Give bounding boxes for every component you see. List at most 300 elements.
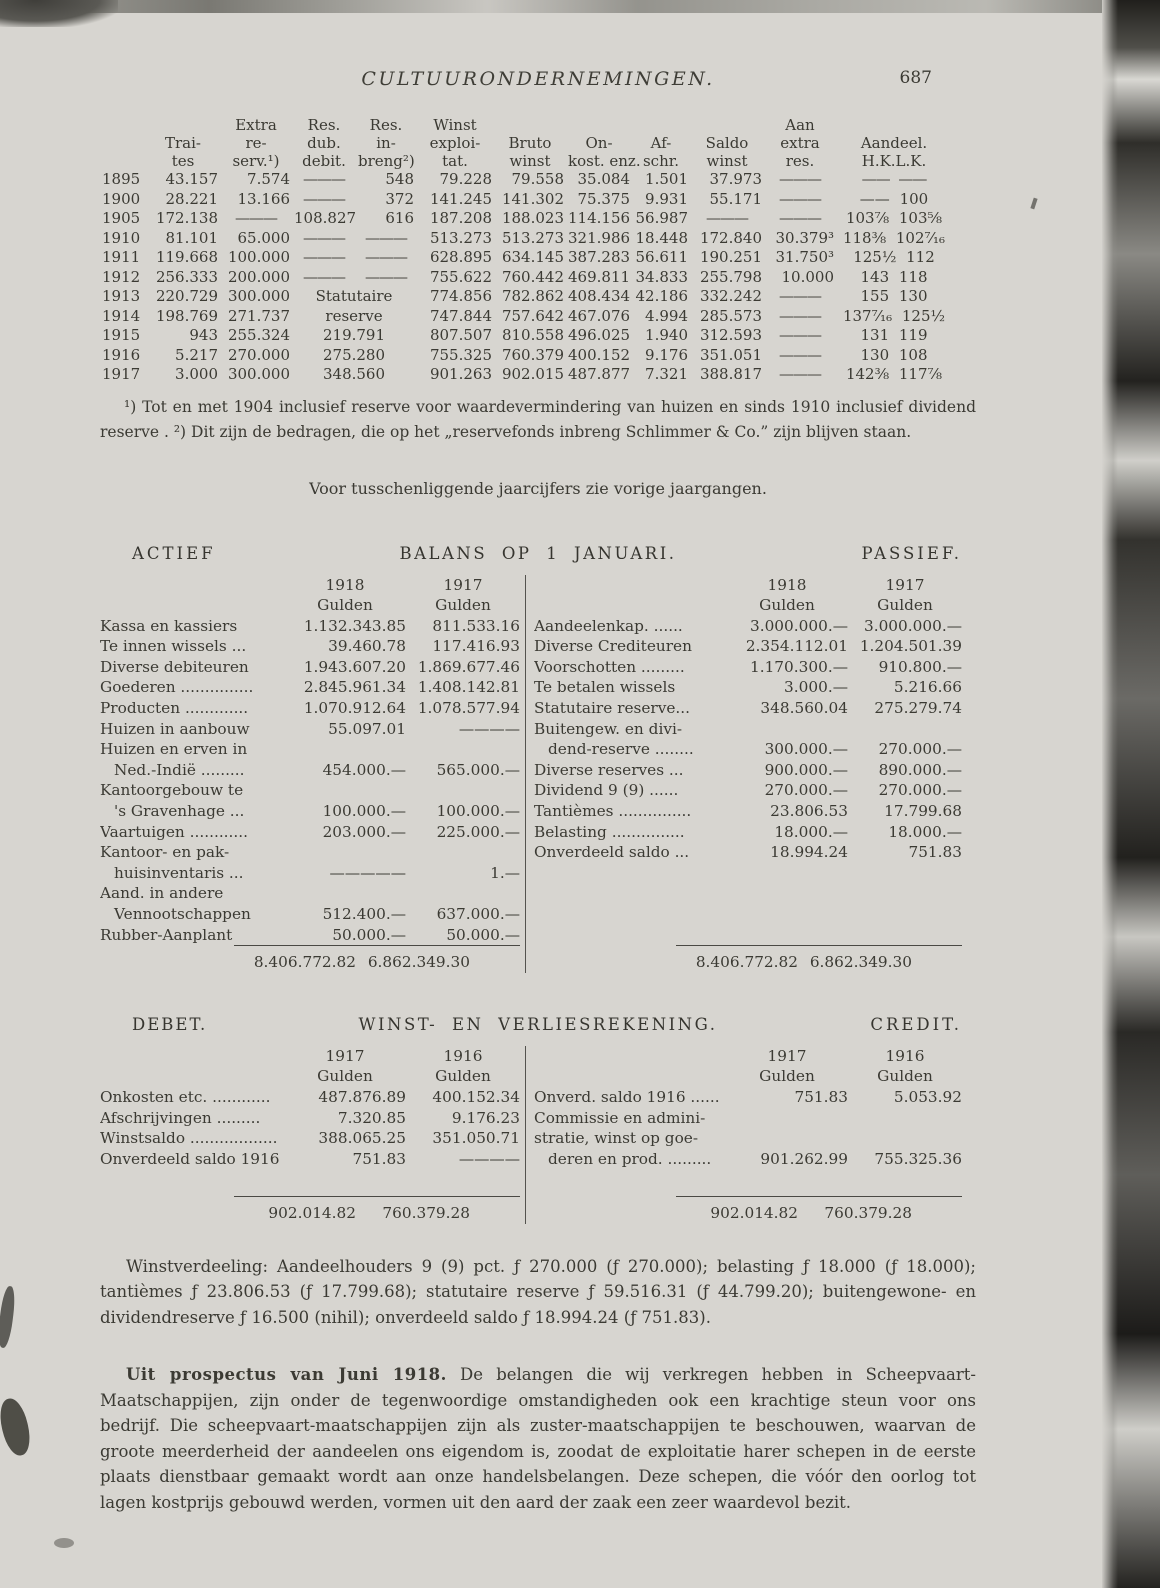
value-b: 755.325.36 [874, 1149, 962, 1168]
year-a: 1918 [325, 575, 365, 594]
overview-cell: 774.856 [429, 287, 492, 305]
prospectus-body: De belangen die wij verkregen hebben in Scheepvaart-Maatschappijen, zijn onder de tegenwoordige omstandigheden ook een krachtige steun voor ons bedrijf. Die scheepvaart-maatschappijen zijn als zuster-maatschappijen te beschouwen, waarvan de groote meerderheid der aandeelen ons eigendom is, zoodat de exploitatie harer schepen in de eerste plaats dienstbaar gemaakt wordt aan onze handelsbelangen. Deze schepen, die vóór den oorlog tot lagen kostprijs gebouwd werden, vormen uit den aard der zaak een zeer waardevol bezit. [100, 1365, 976, 1512]
overview-header-cell [356, 116, 416, 170]
overview-header-line: serv.¹) [232, 152, 280, 170]
value-a: 18.994.24 [770, 843, 848, 862]
row-label: Producten ............. [100, 699, 249, 718]
paragraph-winstverdeeling: Winstverdeeling: Aandeelhouders 9 (9) pct. ƒ 270.000 (ƒ 270.000); belasting ƒ 18.000 (ƒ 18.000); tantièmes ƒ 23.806.53 (ƒ 17.799.68); statutaire reserve ƒ 59.516.31 (ƒ 44.799.20); buitengewone- en dividendreserve ƒ 16.500 (nihil); onverdeeld saldo ƒ 18.994.24 (ƒ 751.83). [100, 1256, 976, 1327]
overview-year-cell: 1912 [102, 267, 141, 286]
overview-cell: 200.000 [227, 267, 290, 286]
overview-cell: 81.101 [165, 228, 218, 247]
overview-table-head [100, 116, 952, 170]
overview-header-line [102, 116, 144, 134]
overview-cell: 220.729 [155, 287, 218, 305]
row-label: Afschrijvingen ......... [100, 1108, 261, 1127]
overview-year-cell: 1917 [102, 365, 141, 383]
row-label: Dividend 9 (9) ...... [534, 781, 679, 800]
profit-loss-section [100, 1015, 976, 1224]
statement-row [100, 1128, 520, 1149]
statement-row [100, 677, 520, 698]
overview-cell: 9.931 [645, 189, 688, 208]
overview-cell: 34.833 [635, 267, 688, 286]
overview-header-line: Res. [369, 116, 403, 134]
overview-cell: 467.076 [568, 306, 631, 325]
paragraph-prospectus [100, 1362, 976, 1515]
row-label: Huizen en erven in [100, 740, 248, 759]
overview-cell: 634.145 [501, 248, 564, 266]
page-number: 687 [899, 68, 932, 88]
row-label: Tantièmes ............... [534, 802, 692, 821]
spacer [534, 595, 726, 616]
overview-cell: 400.152 [568, 345, 631, 364]
spacer [534, 1066, 726, 1087]
overview-header-cell [292, 116, 356, 170]
spacer [100, 1046, 284, 1067]
statement-row [100, 883, 520, 904]
passief-header: PASSIEF. [861, 543, 962, 563]
overview-cell: 198.769 [155, 306, 218, 325]
overview-cell: 351.051 [699, 345, 762, 364]
overview-cell: 143 118 [860, 267, 928, 286]
row-label: Aand. in andere [100, 884, 224, 903]
overview-header-line: exploi- [429, 134, 481, 152]
row-label: 's Gravenhage ... [114, 802, 245, 821]
overview-cell: 943 [189, 326, 218, 344]
statement-row [100, 1087, 520, 1108]
overview-cell: —— —— [861, 170, 927, 188]
overview-cell: 142⅜ 117⅞ [845, 365, 943, 383]
overview-cell: 187.208 [429, 209, 492, 227]
overview-cell: 348.560 [322, 365, 386, 383]
overview-year-cell: 1916 [102, 345, 141, 364]
unit-b: Gulden [877, 1067, 933, 1086]
unit-b: Gulden [877, 596, 933, 615]
profit-loss-sheet [100, 1046, 976, 1224]
value-a: ————— [329, 863, 406, 882]
overview-cell: ——— [365, 267, 407, 286]
overview-cell: 810.558 [501, 326, 564, 344]
overview-header-line: Aandeel. [860, 134, 928, 152]
statement-row [534, 1128, 962, 1149]
overview-cell: ——— [706, 209, 748, 227]
overview-row [100, 248, 952, 268]
overview-cell: reserve [325, 306, 383, 325]
overview-cell: 172.138 [155, 209, 218, 227]
overview-cell: 755.325 [429, 345, 492, 364]
statement-row [100, 657, 520, 678]
overview-row [100, 190, 952, 210]
row-label: Te innen wissels ... [100, 637, 247, 656]
statement-row [534, 698, 962, 719]
overview-cell: ——— [779, 170, 821, 188]
overview-cell: 616 [385, 209, 414, 227]
overview-cell: 548 [385, 170, 414, 188]
value-a: 23.806.53 [770, 802, 848, 821]
overview-cell: 131 119 [860, 326, 928, 344]
overview-header-line [634, 116, 688, 134]
value-a: 388.065.25 [318, 1129, 406, 1148]
overview-cell: 7.321 [645, 365, 688, 383]
overview-year-cell: 1910 [102, 228, 141, 247]
total-a: 902.014.82 [268, 1204, 356, 1223]
overview-cell: ——— [365, 248, 407, 266]
row-label: Rubber-Aanplant [100, 925, 233, 944]
credit-column [534, 1046, 962, 1224]
overview-cell: 271.737 [227, 306, 290, 325]
statement-row [534, 636, 962, 657]
overview-cell: ——— [303, 248, 345, 266]
overview-cell: 188.023 [501, 209, 564, 227]
balance-sheet-section [100, 544, 976, 973]
value-a: 39.460.78 [328, 637, 406, 656]
overview-cell: 9.176 [645, 345, 688, 364]
overview-header-line [568, 116, 630, 134]
value-b: 1.204.501.39 [859, 637, 962, 656]
statement-row [100, 616, 520, 637]
overview-cell: 190.251 [699, 248, 762, 266]
value-a: 512.400.— [322, 905, 406, 923]
overview-header-cell [494, 116, 566, 170]
value-a: 270.000.— [764, 781, 848, 800]
value-b: 1.408.142.81 [417, 678, 520, 697]
value-a: 203.000.— [322, 822, 406, 841]
column-divider [525, 1046, 526, 1224]
statement-row [100, 760, 520, 781]
statement-row [534, 719, 962, 740]
overview-cell: 119.668 [155, 248, 218, 266]
overview-cell: 10.000 [781, 267, 834, 286]
value-a: 454.000.— [322, 760, 406, 779]
statement-row [100, 698, 520, 719]
balans-title: BALANS OP 1 JANUARI. [399, 543, 677, 563]
value-b: 3.000.000.— [863, 616, 962, 635]
statement-row [534, 780, 962, 801]
overview-cell: Statutaire [315, 287, 393, 305]
year-b: 1916 [885, 1046, 925, 1065]
overview-cell: 114.156 [568, 209, 631, 227]
value-a: 751.83 [352, 1149, 406, 1168]
row-label: Diverse reserves ... [534, 760, 684, 779]
row-label: Ned.-Indië ......... [114, 760, 245, 779]
overview-header-cell [100, 116, 146, 170]
overview-cell: 103⅞ 103⅝ [845, 209, 943, 227]
overview-header-line: re- [245, 134, 267, 152]
row-label: Diverse debiteuren [100, 657, 249, 676]
overview-cell: 332.242 [699, 287, 762, 305]
row-label: Te betalen wissels [534, 678, 676, 697]
overview-cell: 469.811 [568, 267, 631, 286]
statement-row [100, 1108, 520, 1129]
row-label: Commissie en admini- [534, 1108, 706, 1127]
row-label: Statutaire reserve... [534, 699, 690, 718]
overview-cell: ——— [303, 267, 345, 286]
overview-cell: 300.000 [227, 365, 290, 383]
statement-row [534, 760, 962, 781]
value-a: 2.354.112.01 [745, 637, 848, 656]
overview-cell: ——— [779, 306, 821, 325]
row-label: Goederen ............... [100, 678, 254, 697]
overview-header-line: Saldo [705, 134, 749, 152]
value-b: 5.053.92 [893, 1087, 962, 1106]
row-label: Vennootschappen [114, 905, 251, 923]
statement-row [100, 801, 520, 822]
overview-cell: ——— [779, 365, 821, 383]
statement-row [100, 780, 520, 801]
unit-b: Gulden [435, 1067, 491, 1086]
overview-cell: 782.862 [501, 287, 564, 305]
intermediate-years-note: Voor tusschenliggende jaarcijfers zie vorige jaargangen. [309, 478, 767, 498]
overview-header-line: debit. [302, 152, 346, 170]
value-a: 55.097.01 [328, 719, 406, 738]
value-a: 18.000.— [774, 822, 848, 841]
overview-header-cell [632, 116, 690, 170]
statement-row [100, 863, 520, 884]
overview-header-row [100, 116, 952, 170]
overview-cell: 760.379 [501, 345, 564, 364]
total-a: 8.406.772.82 [695, 953, 798, 972]
row-label: dend-reserve ........ [548, 740, 694, 759]
overview-cell: 496.025 [568, 326, 631, 344]
ink-mark [1030, 198, 1037, 210]
statement-row [100, 842, 520, 863]
debet-header: DEBET. [132, 1014, 208, 1034]
unit-header-row [100, 1066, 520, 1087]
overview-cell: 757.642 [501, 306, 564, 325]
overview-row [100, 307, 952, 327]
row-label: Kantoor- en pak- [100, 843, 230, 862]
overview-cell: 118⅜ 102⁷⁄₁₆ [842, 228, 946, 247]
value-b: 400.152.34 [432, 1087, 520, 1106]
passief-column [534, 575, 962, 973]
overview-header-line: kost. enz. [568, 152, 641, 170]
value-b: 637.000.— [436, 905, 520, 923]
overview-header-line: breng²) [358, 152, 415, 170]
profit-loss-headers [100, 1015, 976, 1034]
row-label: Onverdeeld saldo ... [534, 843, 690, 862]
column-divider [525, 575, 526, 973]
total-b: 6.862.349.30 [809, 953, 912, 972]
total-row [100, 1196, 520, 1224]
overview-cell: 487.877 [568, 365, 631, 383]
spacer [100, 595, 284, 616]
overview-header-line: res. [785, 152, 815, 170]
row-label: Buitengew. en divi- [534, 719, 683, 738]
overview-cell: 125½ 112 [853, 248, 935, 266]
overview-cell: 100.000 [227, 248, 290, 266]
overview-header-line [838, 116, 950, 134]
value-a: 2.845.961.34 [303, 678, 406, 697]
unit-b: Gulden [435, 596, 491, 615]
statement-row [534, 1149, 962, 1170]
row-label: Huizen in aanbouw [100, 719, 250, 738]
value-a: 3.000.000.— [749, 616, 848, 635]
overview-header-cell [566, 116, 641, 170]
year-header-row [534, 575, 962, 596]
overview-cell: 65.000 [237, 228, 290, 247]
value-a: 487.876.89 [318, 1087, 406, 1106]
value-b: 270.000.— [878, 781, 962, 800]
value-b: 565.000.— [436, 760, 520, 779]
overview-table [100, 116, 952, 385]
year-header-row [100, 575, 520, 596]
year-b: 1917 [443, 575, 483, 594]
row-label: stratie, winst op goe- [534, 1129, 699, 1148]
unit-a: Gulden [759, 1067, 815, 1086]
value-b: 351.050.71 [432, 1129, 520, 1148]
overview-cell: 321.986 [568, 228, 631, 247]
value-b: 17.799.68 [884, 802, 962, 821]
value-b: 1.869.677.46 [417, 657, 520, 676]
overview-cell: 43.157 [165, 170, 218, 188]
page-header [100, 68, 976, 96]
value-a: 1.070.912.64 [303, 699, 406, 718]
overview-cell: —— 100 [859, 189, 929, 208]
overview-header-cell [146, 116, 220, 170]
overview-cell: 172.840 [699, 228, 762, 247]
overview-row [100, 365, 952, 385]
overview-row [100, 229, 952, 249]
overview-cell: 7.574 [247, 170, 290, 188]
total-b: 760.379.28 [824, 1204, 912, 1223]
overview-cell: 300.000 [227, 287, 290, 305]
overview-cell: 55.171 [709, 189, 762, 208]
overview-cell: 275.280 [322, 345, 386, 364]
overview-cell: 79.558 [511, 170, 564, 188]
year-b: 1917 [885, 575, 925, 594]
overview-cell: ——— [303, 189, 345, 208]
total-values [234, 945, 520, 973]
unit-header-row [100, 595, 520, 616]
balance-sheet [100, 575, 976, 973]
overview-cell: 255.798 [699, 267, 762, 286]
overview-header-cell [690, 116, 764, 170]
overview-cell: 30.379³ [775, 228, 834, 247]
total-b: 6.862.349.30 [367, 953, 470, 972]
overview-cell: 312.593 [699, 326, 762, 344]
overview-cell: 4.994 [645, 306, 688, 325]
credit-header: CREDIT. [870, 1014, 962, 1034]
overview-cell: 18.448 [635, 228, 688, 247]
overview-row [100, 268, 952, 288]
value-b: 5.216.66 [893, 678, 962, 697]
year-a: 1917 [767, 1046, 807, 1065]
overview-header-line: Trai- [165, 134, 201, 152]
year-a: 1918 [767, 575, 807, 594]
spacer [100, 1066, 284, 1087]
overview-cell: 1.940 [645, 326, 688, 344]
overview-cell: ——— [779, 345, 821, 364]
overview-year-cell: 1895 [102, 170, 141, 188]
overview-cell: 42.186 [635, 287, 688, 305]
overview-cell: 255.324 [227, 326, 290, 344]
overview-cell: 3.000 [175, 365, 218, 383]
overview-row [100, 209, 952, 229]
total-b: 760.379.28 [382, 1204, 470, 1223]
overview-cell: 513.273 [429, 228, 492, 247]
value-a: 348.560.04 [760, 699, 848, 718]
value-a: 900.000.— [764, 760, 848, 779]
overview-cell: 79.228 [439, 170, 492, 188]
overview-header-line [102, 134, 144, 152]
overview-header-line: On- [585, 134, 613, 152]
overview-year-cell: 1905 [102, 209, 141, 227]
statement-row [100, 822, 520, 843]
overview-year-cell: 1915 [102, 326, 141, 344]
row-label: Vaartuigen ............ [100, 822, 248, 841]
row-label: Kassa en kassiers [100, 616, 238, 635]
statement-row [100, 904, 520, 925]
overview-header-line [496, 116, 564, 134]
overview-header-cell [836, 116, 952, 170]
overview-cell: 755.622 [429, 267, 492, 286]
overview-cell: ——— [235, 209, 277, 227]
statement-row [534, 616, 962, 637]
overview-row [100, 170, 952, 190]
overview-cell: 408.434 [568, 287, 631, 305]
statement-row [534, 657, 962, 678]
statement-row [534, 842, 962, 863]
unit-header-row [534, 1066, 962, 1087]
row-label: Aandeelenkap. ...... [534, 616, 683, 635]
ink-smudge [0, 1285, 17, 1348]
overview-header-line: winst [706, 152, 748, 170]
ink-smudge [0, 1396, 34, 1458]
value-a: 1.170.300.— [749, 657, 848, 676]
overview-header-line [692, 116, 762, 134]
overview-cell: 108.827 [294, 209, 357, 227]
statement-row [534, 801, 962, 822]
total-values [676, 945, 962, 973]
overview-cell: 1.501 [645, 170, 688, 188]
statement-row [534, 1087, 962, 1108]
overview-cell: 285.573 [699, 306, 762, 325]
value-b: 275.279.74 [874, 699, 962, 718]
balance-sheet-headers [100, 544, 976, 563]
overview-cell: 155 130 [860, 287, 928, 305]
overview-cell: 31.750³ [775, 248, 834, 266]
overview-header-line: Extra [235, 116, 277, 134]
total-a: 8.406.772.82 [253, 953, 356, 972]
statement-row [534, 677, 962, 698]
overview-cell: 141.302 [501, 189, 564, 208]
total-a: 902.014.82 [710, 1204, 798, 1223]
row-label: Belasting ............... [534, 822, 685, 841]
total-row [534, 945, 962, 973]
overview-cell: 137⁷⁄₁₆ 125½ [842, 306, 946, 325]
value-b: 18.000.— [888, 822, 962, 841]
year-a: 1917 [325, 1046, 365, 1065]
value-b: 1.— [490, 863, 520, 882]
overview-cell: 28.221 [165, 189, 218, 208]
overview-header-line: dub. [307, 134, 341, 152]
table-footnote: ¹) Tot en met 1904 inclusief reserve voor waardevermindering van huizen en sinds 1910 inclusief dividend reserve . ²) Dit zijn de bedragen, die op het „reservefonds inbreng Schlimmer & Co.” zijn blijven staan. [100, 397, 976, 441]
value-b: 9.176.23 [451, 1108, 520, 1127]
overview-header-line: Af- [650, 134, 672, 152]
document-page [100, 68, 976, 1515]
overview-cell: 628.895 [429, 248, 492, 266]
overview-cell: 219.791 [322, 326, 386, 344]
spacer [100, 575, 284, 596]
overview-cell: 901.263 [429, 365, 492, 383]
overview-cell: 75.375 [577, 189, 630, 208]
overview-cell: 130 108 [860, 345, 928, 364]
overview-header-line: extra [780, 134, 820, 152]
overview-cell: 387.283 [568, 248, 631, 266]
page-title: CULTUURONDERNEMINGEN. [361, 68, 715, 90]
debet-column [100, 1046, 520, 1224]
overview-header-line: tes [171, 152, 195, 170]
scan-top-edge [0, 0, 1160, 13]
